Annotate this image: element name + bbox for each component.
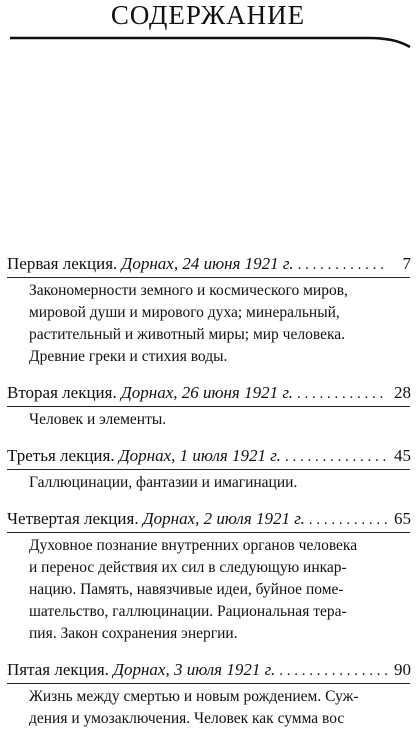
lecture-place-date: Дорнах, 2 июля 1921 г. xyxy=(142,509,305,528)
title-ornamental-rule xyxy=(0,30,416,50)
toc-entry xyxy=(0,507,416,645)
dot-leader xyxy=(293,382,387,406)
lecture-summary xyxy=(0,533,416,645)
dot-leader xyxy=(294,253,387,277)
toc-entry-heading[interactable] xyxy=(0,658,416,682)
table-of-contents xyxy=(0,252,416,730)
summary-line: Закономерности земного и космического миров, xyxy=(29,282,348,299)
lecture-place-date: Дорнах, 26 июня 1921 г. xyxy=(120,383,293,402)
toc-entry xyxy=(0,381,416,431)
toc-entry-heading[interactable] xyxy=(0,507,416,531)
page-number: 65 xyxy=(394,509,411,528)
dot-leader xyxy=(305,508,387,532)
toc-entry xyxy=(0,252,416,368)
dot-leader xyxy=(275,659,387,683)
toc-entry-heading[interactable] xyxy=(0,444,416,468)
lecture-summary xyxy=(0,407,416,431)
heading-separator: . xyxy=(134,509,143,528)
heading-separator: . xyxy=(110,446,119,465)
summary-line: растительный и животный миры; мир человека. xyxy=(29,326,345,343)
lecture-place-date: Дорнах, 24 июня 1921 г. xyxy=(121,254,294,273)
toc-entry xyxy=(0,658,416,730)
lecture-summary xyxy=(0,684,416,730)
page-number: 28 xyxy=(394,383,411,402)
lecture-name: Пятая лекция xyxy=(7,660,105,679)
dot-leader xyxy=(281,445,387,469)
lecture-place-date: Дорнах, 1 июля 1921 г. xyxy=(118,446,281,465)
summary-line: и перенос действия их сил в следующую инкар- xyxy=(29,559,347,576)
lecture-summary xyxy=(0,278,416,368)
lecture-place-date: Дорнах, 3 июля 1921 г. xyxy=(113,660,276,679)
lecture-name: Третья лекция xyxy=(7,446,111,465)
lecture-summary xyxy=(0,470,416,494)
summary-line: Древние греки и стихия воды. xyxy=(29,348,228,365)
toc-entry-heading[interactable] xyxy=(0,381,416,405)
heading-separator: . xyxy=(112,383,121,402)
page-title: СОДЕРЖАНИЕ xyxy=(110,0,306,30)
page-number: 45 xyxy=(394,446,411,465)
summary-line: Галлюцинации, фантазии и имагинации. xyxy=(29,474,298,491)
toc-entry-heading[interactable] xyxy=(0,252,416,276)
page-number: 7 xyxy=(402,254,411,273)
toc-entry xyxy=(0,444,416,494)
lecture-name: Вторая лекция xyxy=(7,383,113,402)
lecture-name: Четвертая лекция xyxy=(7,509,135,528)
summary-line: пия. Закон сохранения энергии. xyxy=(29,625,238,642)
lecture-name: Первая лекция xyxy=(7,254,114,273)
page-number: 90 xyxy=(394,660,411,679)
heading-separator: . xyxy=(104,660,114,679)
summary-line: Духовное познание внутренних органов человека xyxy=(29,537,358,554)
summary-line: дения и умозаключения. Человек как сумма вос xyxy=(29,710,345,727)
summary-line: мировой души и мирового духа; минеральный, xyxy=(29,304,340,321)
summary-line: нацию. Память, навязчивые идеи, буйное поме- xyxy=(29,581,344,598)
summary-line: шательство, галлюцинации. Рациональная тера- xyxy=(29,603,347,620)
summary-line: Жизнь между смертью и новым рождением. Суж- xyxy=(29,688,359,705)
heading-separator: . xyxy=(113,254,122,273)
summary-line: Человек и элементы. xyxy=(29,411,167,428)
